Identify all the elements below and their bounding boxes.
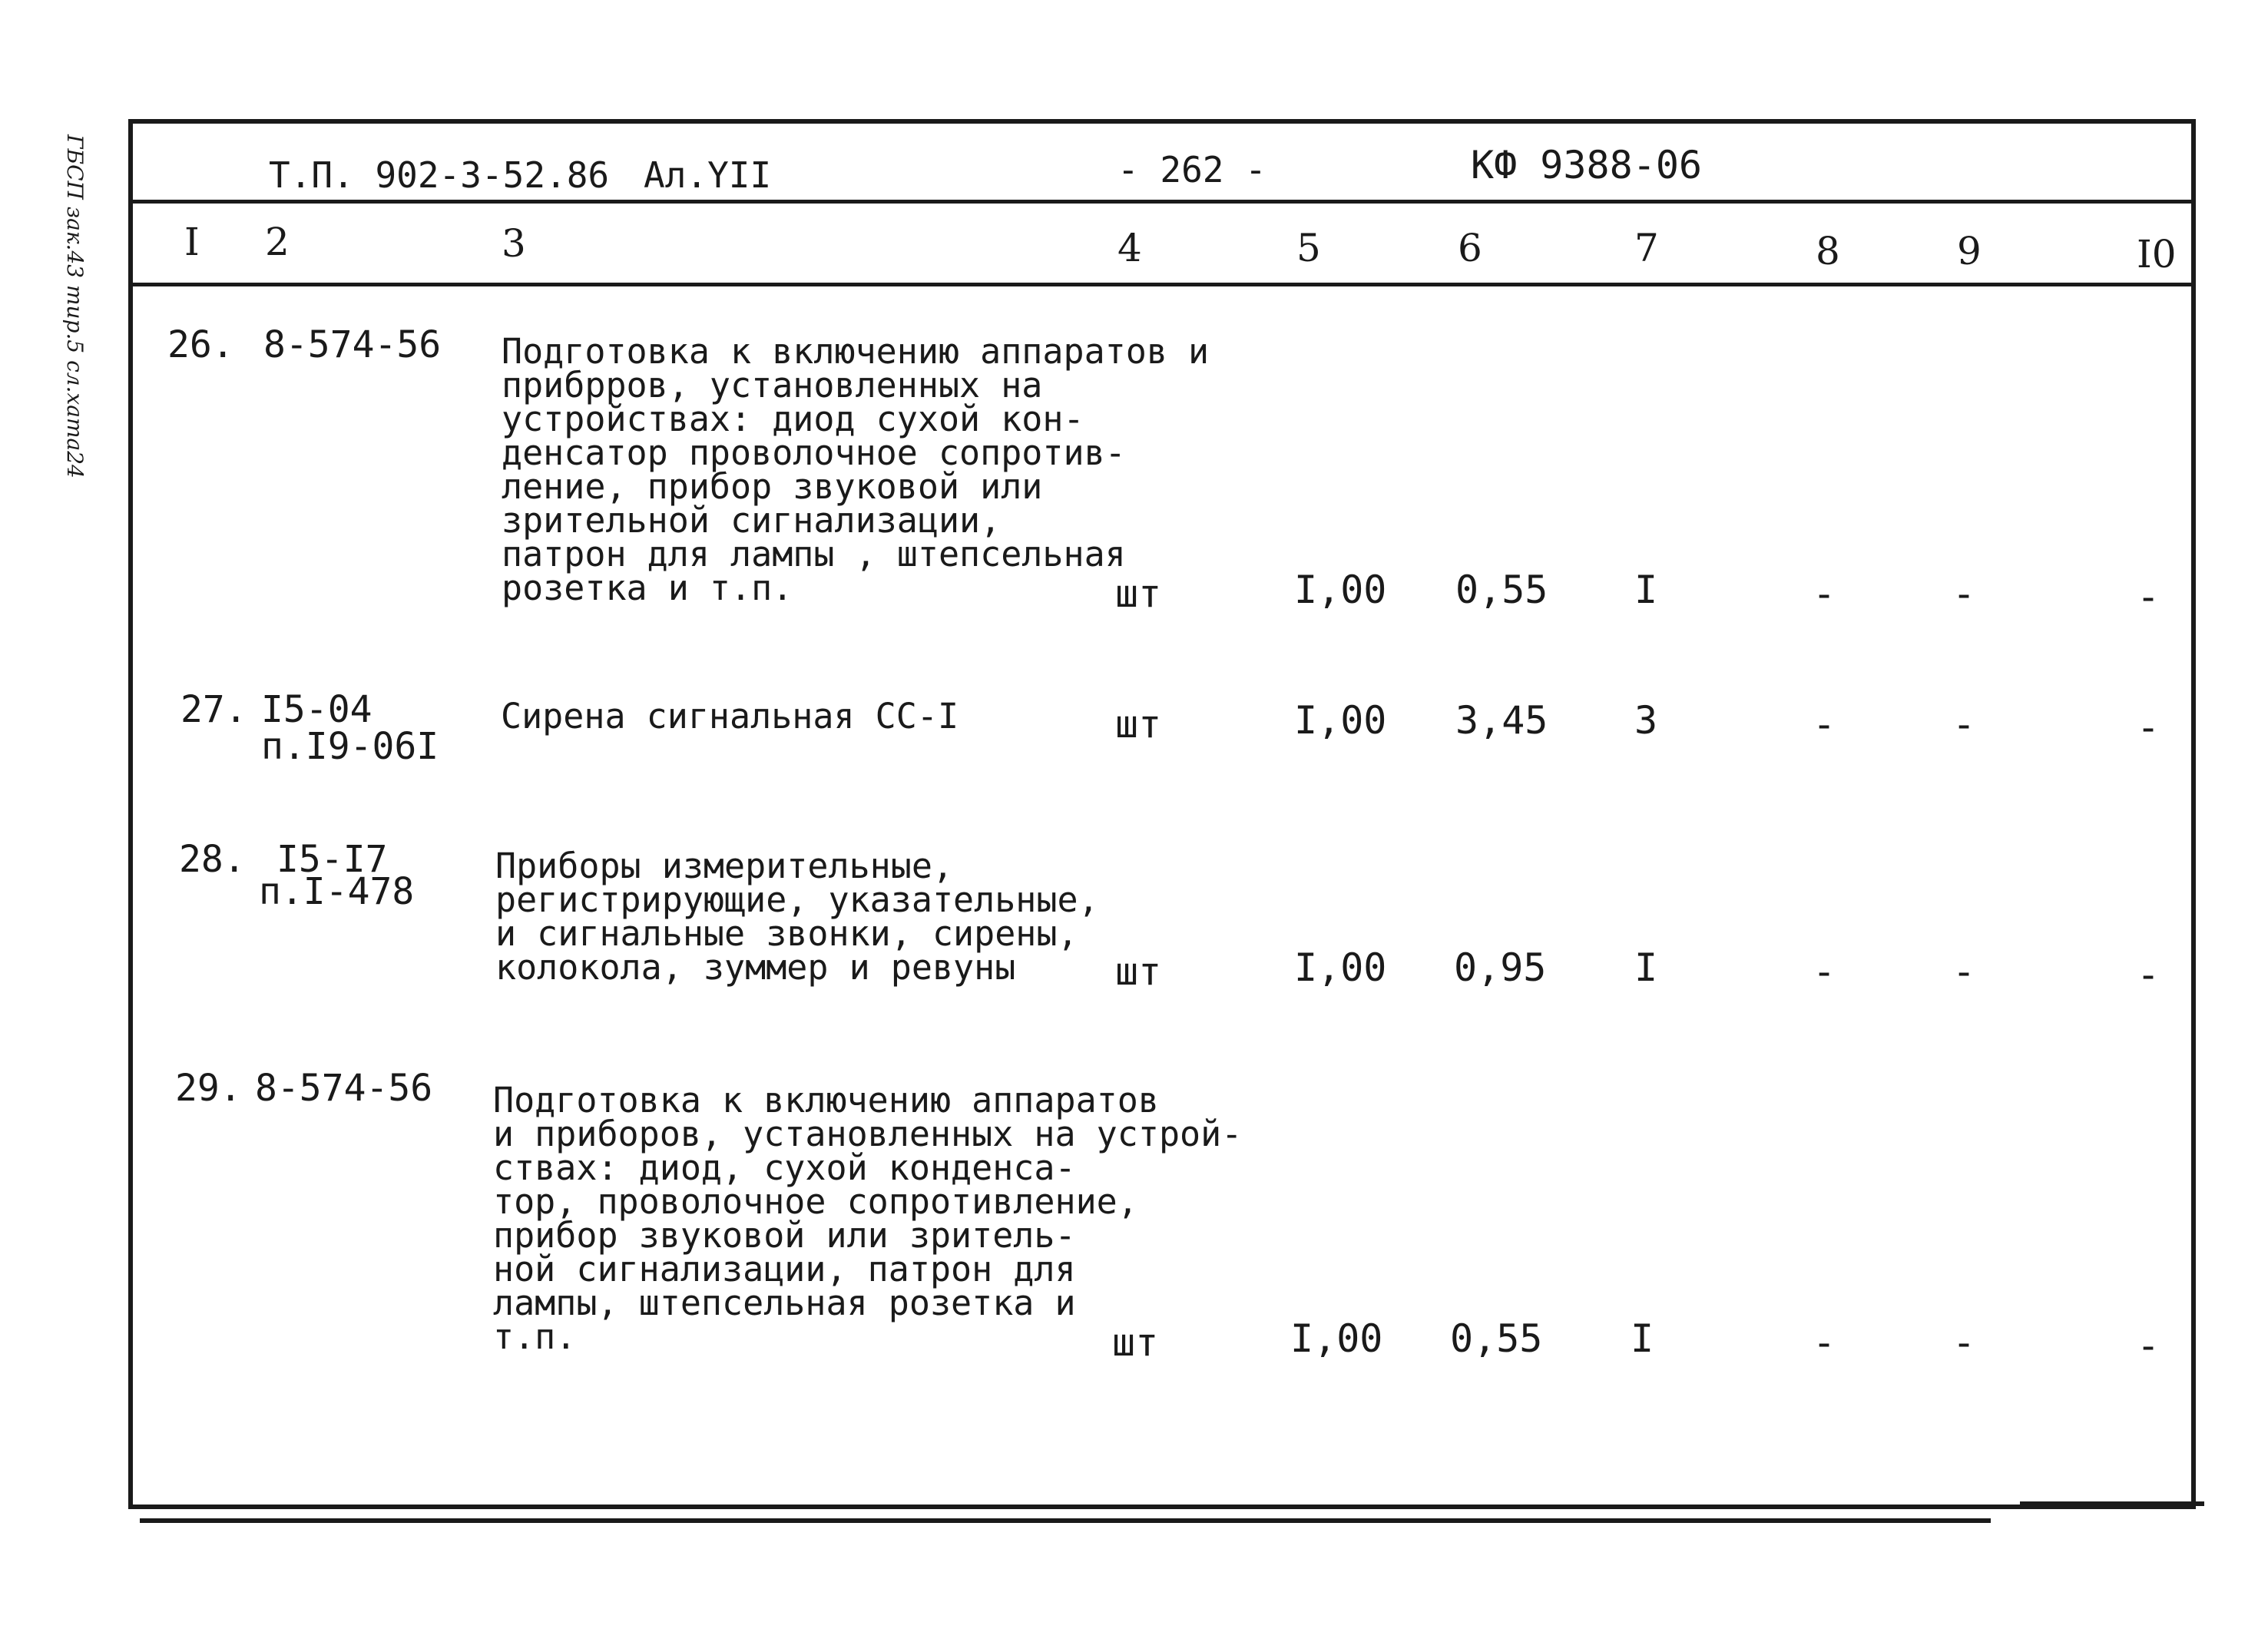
dash-cell: - bbox=[1813, 1320, 1836, 1365]
column-number: I bbox=[184, 220, 200, 264]
description-line: патрон для лампы , штепсельная bbox=[502, 534, 1126, 574]
quantity-cell: I,00 bbox=[1290, 1316, 1383, 1361]
column-number: 3 bbox=[502, 221, 526, 266]
norm-code: 8-574-56 bbox=[255, 1067, 433, 1110]
row-number: 27. bbox=[180, 688, 247, 731]
dash-cell: - bbox=[2137, 1323, 2160, 1368]
column-number: 7 bbox=[1634, 226, 1659, 270]
print-stamp bbox=[54, 134, 100, 534]
description-line: ной сигнализации, патрон для bbox=[493, 1249, 1076, 1289]
unit-cell: шт bbox=[1115, 702, 1162, 746]
description-line: и приборов, установленных на устрой- bbox=[493, 1114, 1243, 1154]
value-cell: I bbox=[1634, 945, 1658, 990]
value-cell: 3 bbox=[1634, 698, 1658, 743]
album-number: Ал.YII bbox=[644, 154, 772, 196]
bottom-border-left bbox=[140, 1518, 1991, 1523]
dash-cell: - bbox=[1813, 949, 1836, 994]
description-line: ление, прибор звуковой или bbox=[502, 466, 1043, 507]
description-line: тор, проволочное сопротивление, bbox=[493, 1181, 1138, 1222]
value-cell: 0,95 bbox=[1454, 945, 1547, 990]
dash-cell: - bbox=[1952, 571, 1976, 616]
document-code: КФ 9388-06 bbox=[1471, 143, 1703, 187]
column-number: 8 bbox=[1816, 229, 1840, 273]
description-line: денсатор проволочное сопротив- bbox=[502, 432, 1126, 473]
page-number: - 262 - bbox=[1117, 149, 1266, 190]
dash-cell: - bbox=[1952, 1320, 1976, 1365]
value-cell: 3,45 bbox=[1455, 698, 1548, 743]
row-number: 28. bbox=[179, 838, 246, 881]
description-line: зрительной сигнализации, bbox=[502, 500, 1002, 541]
value-cell: I bbox=[1631, 1316, 1654, 1361]
norm-code: п.I-478 bbox=[259, 870, 415, 913]
header-divider bbox=[128, 200, 2196, 204]
print-stamp-text: ГБСП зак.43 тир.5 сл.хата24 bbox=[62, 134, 88, 478]
bottom-border-right bbox=[2020, 1501, 2204, 1506]
column-number: 9 bbox=[1957, 229, 1982, 273]
column-number: 4 bbox=[1117, 226, 1142, 270]
unit-cell: шт bbox=[1112, 1320, 1159, 1365]
dash-cell: - bbox=[2137, 574, 2160, 619]
row-number: 29. bbox=[175, 1067, 242, 1110]
description-line: ствах: диод, сухой конденса- bbox=[493, 1147, 1076, 1188]
dash-cell: - bbox=[1952, 949, 1976, 994]
description-line: розетка и т.п. bbox=[502, 568, 793, 608]
norm-code: I5-04 bbox=[261, 688, 372, 731]
column-number: 2 bbox=[265, 220, 290, 264]
norm-code: п.I9-06I bbox=[261, 725, 439, 768]
column-number: I0 bbox=[2137, 232, 2177, 276]
description-line: и сигнальные звонки, сирены, bbox=[495, 913, 1078, 954]
quantity-cell: I,00 bbox=[1294, 698, 1387, 743]
dash-cell: - bbox=[1813, 702, 1836, 746]
quantity-cell: I,00 bbox=[1294, 945, 1387, 990]
description-line: Подготовка к включению аппаратов и bbox=[502, 331, 1210, 372]
value-cell: I bbox=[1634, 568, 1658, 612]
project-number: Т.П. 902-3-52.86 bbox=[269, 154, 610, 196]
description-line: прибор звуковой или зритель- bbox=[493, 1215, 1076, 1256]
description-line: прибрров, установленных на bbox=[502, 365, 1043, 406]
description-line: колокола, зуммер и ревуны bbox=[495, 947, 1016, 988]
dash-cell: - bbox=[1952, 702, 1976, 746]
description-line: регистрирующие, указательные, bbox=[495, 879, 1099, 920]
quantity-cell: I,00 bbox=[1294, 568, 1387, 612]
dash-cell: - bbox=[2137, 952, 2160, 997]
dash-cell: - bbox=[2137, 705, 2160, 750]
description-line: Приборы измерительные, bbox=[495, 846, 954, 886]
norm-code: 8-574-56 bbox=[263, 323, 442, 366]
unit-cell: шт bbox=[1115, 571, 1162, 616]
value-cell: 0,55 bbox=[1455, 568, 1548, 612]
value-cell: 0,55 bbox=[1450, 1316, 1543, 1361]
unit-cell: шт bbox=[1115, 949, 1162, 994]
norm-code: I5-I7 bbox=[276, 838, 388, 881]
row-number: 26. bbox=[167, 323, 234, 366]
description-line: лампы, штепсельная розетка и bbox=[493, 1283, 1076, 1323]
column-number: 5 bbox=[1296, 226, 1321, 270]
column-header-divider bbox=[128, 283, 2196, 286]
description-line: Подготовка к включению аппаратов bbox=[493, 1080, 1159, 1121]
description-line: т.п. bbox=[493, 1316, 577, 1357]
description-line: Сирена сигнальная СС-I bbox=[501, 696, 959, 737]
dash-cell: - bbox=[1813, 571, 1836, 616]
description-line: устройствах: диод сухой кон- bbox=[502, 399, 1084, 439]
column-number: 6 bbox=[1458, 226, 1482, 270]
